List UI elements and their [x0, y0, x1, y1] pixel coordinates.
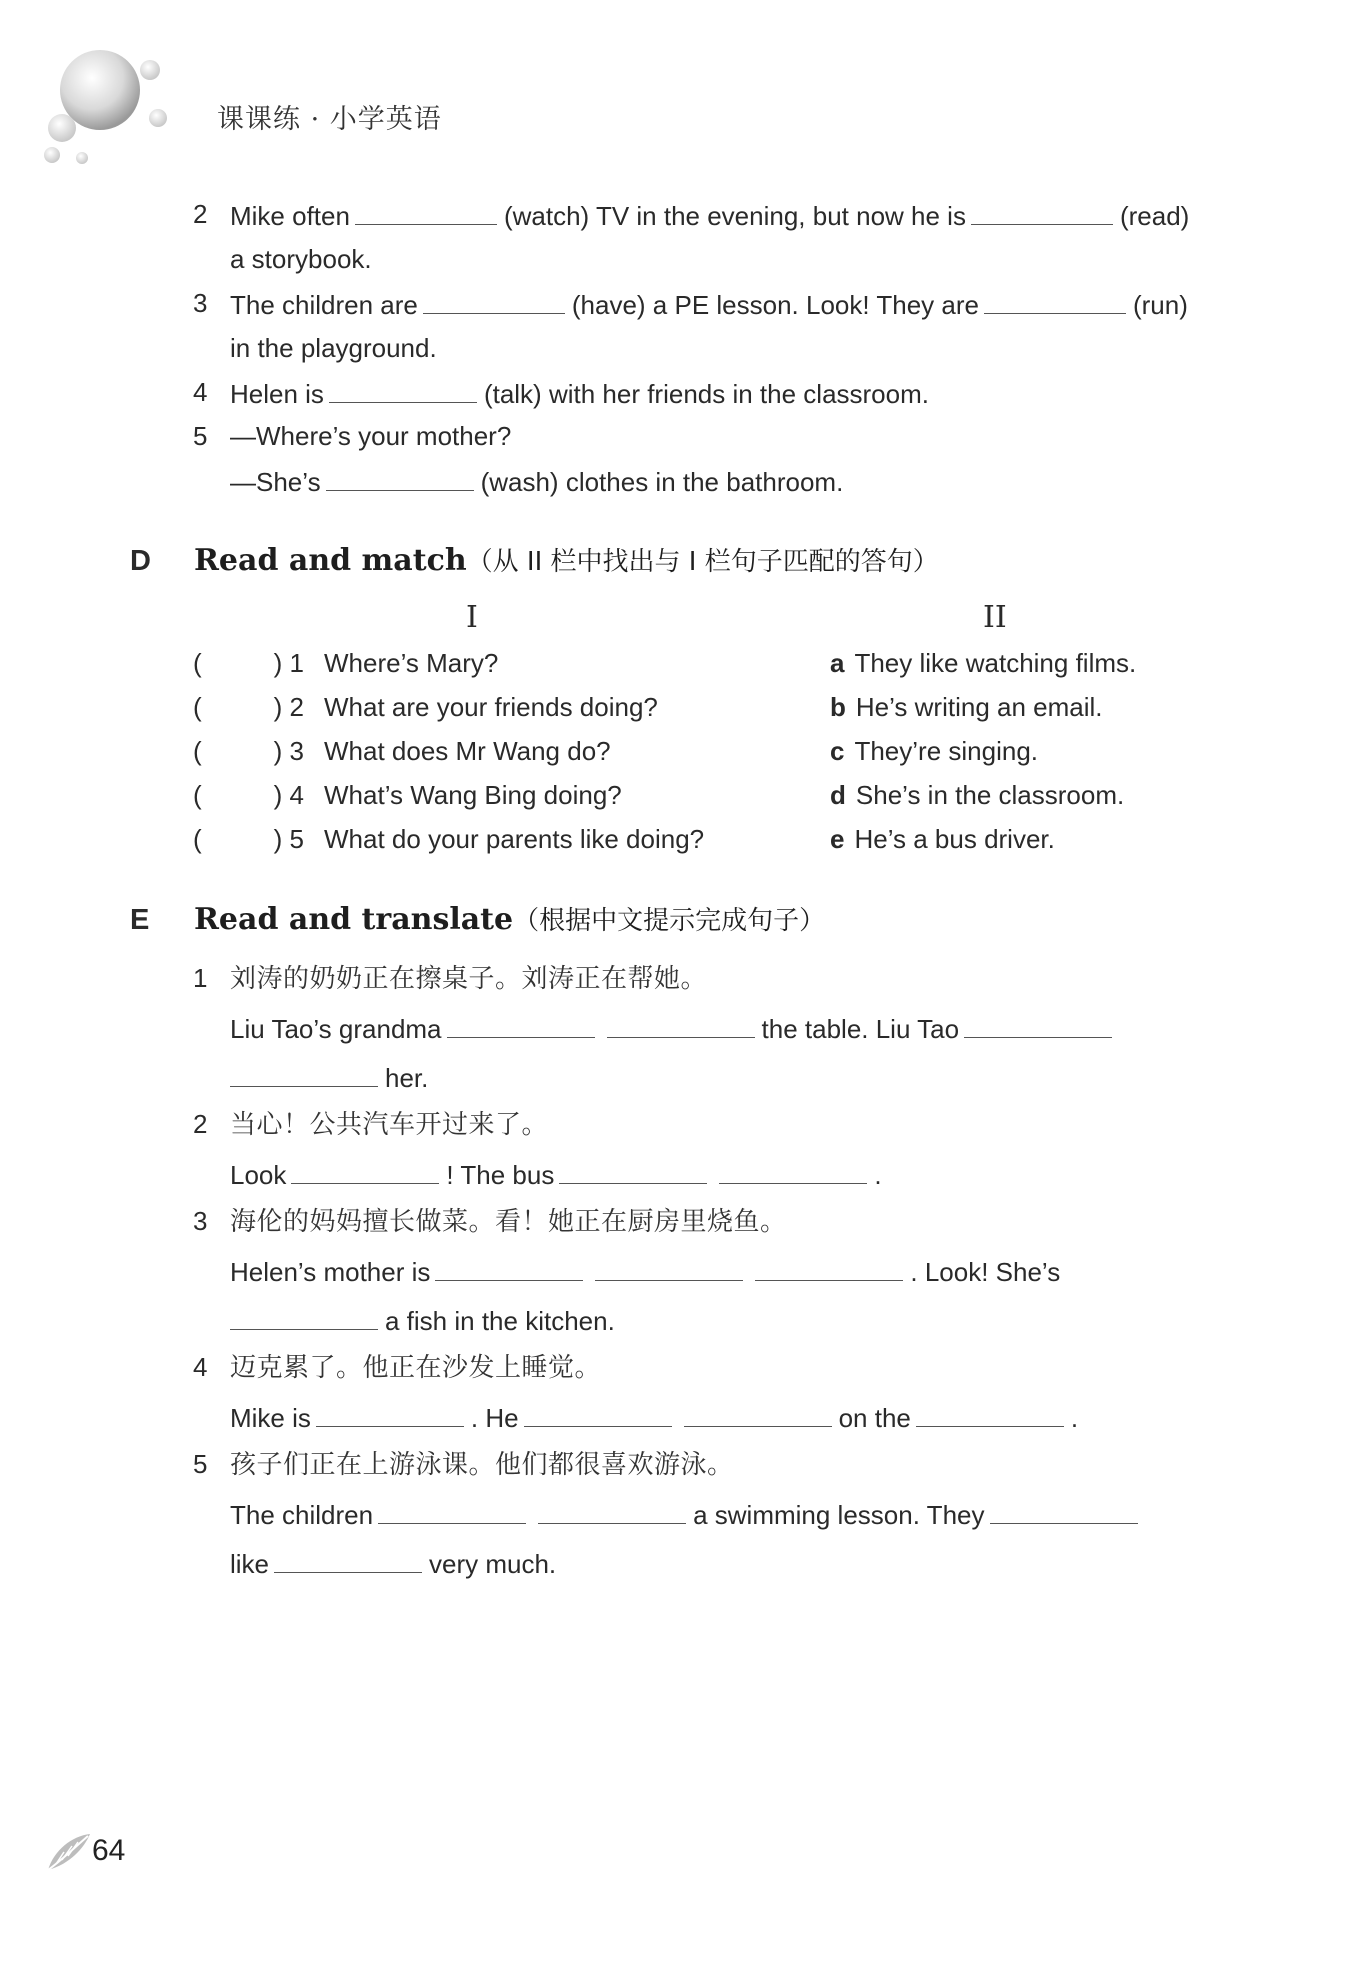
answer-letter: d: [830, 780, 846, 810]
question-number: ) 3: [273, 736, 305, 766]
question-number: ) 1: [273, 648, 305, 678]
c-item-text: (watch) TV in the evening, but now he is: [503, 201, 966, 231]
c-item-text: (read): [1119, 201, 1190, 231]
c-item-5-answer: [230, 462, 843, 500]
answer-blank[interactable]: [524, 1398, 672, 1427]
c-item-4-line1: [230, 374, 929, 412]
answer-blank[interactable]: [964, 1009, 1112, 1038]
section-subtitle: （根据中文提示完成句子）: [513, 906, 826, 936]
section-e-letter: E: [130, 904, 150, 936]
e-item-text: . Look! She’s: [910, 1257, 1061, 1287]
c-item-2-line2: a storybook.: [230, 244, 372, 274]
e-item-text: Mike is: [230, 1403, 311, 1433]
e-item-number: 2: [193, 1109, 208, 1139]
question-text: What does Mr Wang do?: [324, 736, 611, 766]
match-question: [193, 689, 658, 725]
e-item-text: .: [874, 1160, 882, 1190]
c-item-number: 4: [193, 377, 208, 407]
column-i-header: I: [466, 600, 478, 635]
e-item-5-line2: [230, 1544, 556, 1582]
section-e-title: [194, 900, 825, 941]
answer-blank[interactable]: [423, 285, 565, 314]
answer-bracket[interactable]: (: [193, 780, 202, 810]
answer-blank[interactable]: [559, 1155, 707, 1184]
answer-blank[interactable]: [378, 1495, 526, 1524]
e-item-3-line2: [230, 1301, 615, 1339]
e-item-text: Helen’s mother is: [230, 1257, 431, 1287]
answer-text: He’s a bus driver.: [854, 824, 1055, 854]
page-number: 64: [92, 1834, 126, 1867]
question-number: ) 5: [273, 824, 305, 854]
c-item-3-line2: in the playground.: [230, 333, 437, 363]
answer-letter: b: [830, 692, 846, 722]
c-item-text: Mike often: [230, 201, 350, 231]
section-title-text: Read and match: [194, 543, 467, 578]
answer-blank[interactable]: [326, 462, 474, 491]
e-item-1-line2: [230, 1058, 428, 1096]
e-item-text: . He: [470, 1403, 519, 1433]
answer-blank[interactable]: [595, 1252, 743, 1281]
answer-blank[interactable]: [684, 1398, 832, 1427]
e-item-text: a fish in the kitchen.: [385, 1306, 615, 1336]
e-item-text: on the: [838, 1403, 911, 1433]
answer-blank[interactable]: [538, 1495, 686, 1524]
e-item-number: 3: [193, 1206, 208, 1236]
c-item-3-line1: [230, 285, 1188, 323]
question-text: What’s Wang Bing doing?: [324, 780, 622, 810]
e-item-1-line1: [230, 1009, 1119, 1047]
answer-blank[interactable]: [274, 1544, 422, 1573]
answer-letter: e: [830, 824, 845, 854]
match-answer: [830, 821, 1055, 857]
e-item-chinese-prompt: 孩子们正在上游泳课。他们都很喜欢游泳。: [230, 1449, 734, 1479]
section-title-text: Read and translate: [194, 902, 514, 937]
e-item-text: Look: [230, 1160, 287, 1190]
c-item-5-question: —Where’s your mother?: [230, 421, 512, 451]
question-text: What do your parents like doing?: [324, 824, 705, 854]
e-item-text: like: [230, 1549, 270, 1579]
c-item-number: 3: [193, 288, 208, 318]
c-item-text: Helen is: [230, 379, 324, 409]
answer-bracket[interactable]: (: [193, 648, 202, 678]
e-item-text: Liu Tao’s grandma: [230, 1014, 442, 1044]
answer-blank[interactable]: [971, 196, 1113, 225]
e-item-text: a swimming lesson. They: [693, 1500, 985, 1530]
c-item-number: 2: [193, 199, 208, 229]
e-item-text: .: [1070, 1403, 1079, 1433]
match-question: [193, 777, 622, 813]
c-item-2-line1: [230, 196, 1189, 234]
answer-text: She’s in the classroom.: [855, 780, 1125, 810]
section-subtitle: （从 II 栏中找出与 I 栏句子匹配的答句）: [466, 547, 939, 577]
answer-blank[interactable]: [607, 1009, 755, 1038]
c-item-number: 5: [193, 421, 208, 451]
c-item-text: The children are: [230, 290, 418, 320]
c-item-text: (talk) with her friends in the classroom.: [483, 379, 929, 409]
e-item-5-line1: [230, 1495, 1145, 1533]
answer-blank[interactable]: [230, 1301, 378, 1330]
answer-blank[interactable]: [230, 1058, 378, 1087]
column-ii-header: II: [983, 600, 1007, 635]
match-answer: [830, 777, 1124, 813]
e-item-3-line1: [230, 1252, 1060, 1290]
answer-blank[interactable]: [329, 374, 477, 403]
e-item-2-line1: [230, 1155, 882, 1193]
answer-blank[interactable]: [447, 1009, 595, 1038]
e-item-chinese-prompt: 当心！公共汽车开过来了。: [230, 1109, 549, 1139]
answer-text: He’s writing an email.: [855, 692, 1103, 722]
answer-blank[interactable]: [355, 196, 497, 225]
e-item-text: ! The bus: [446, 1160, 555, 1190]
answer-blank[interactable]: [719, 1155, 867, 1184]
section-d-letter: D: [130, 545, 151, 577]
section-d-title: [194, 541, 939, 582]
c-item-text: —She’s: [230, 467, 321, 497]
match-answer: [830, 733, 1038, 769]
match-question: [193, 733, 611, 769]
answer-blank[interactable]: [990, 1495, 1138, 1524]
answer-blank[interactable]: [435, 1252, 583, 1281]
e-item-number: 1: [193, 963, 208, 993]
answer-letter: a: [830, 648, 845, 678]
answer-bracket[interactable]: (: [193, 692, 202, 722]
match-answer: [830, 689, 1103, 725]
answer-blank[interactable]: [984, 285, 1126, 314]
e-item-number: 5: [193, 1449, 208, 1479]
answer-blank[interactable]: [755, 1252, 903, 1281]
e-item-chinese-prompt: 迈克累了。他正在沙发上睡觉。: [230, 1352, 602, 1382]
answer-blank[interactable]: [916, 1398, 1064, 1427]
answer-blank[interactable]: [291, 1155, 439, 1184]
answer-bracket[interactable]: (: [193, 824, 202, 854]
question-text: What are your friends doing?: [324, 692, 658, 722]
answer-text: They like watching films.: [854, 648, 1137, 678]
c-item-text: (run): [1132, 290, 1188, 320]
e-item-4-line1: [230, 1398, 1078, 1436]
e-item-text: The children: [230, 1500, 374, 1530]
match-question: [193, 821, 704, 857]
answer-text: They’re singing.: [854, 736, 1039, 766]
answer-bracket[interactable]: (: [193, 736, 202, 766]
e-item-text: very much.: [429, 1549, 557, 1579]
question-number: ) 4: [273, 780, 305, 810]
c-item-text: (have) a PE lesson. Look! They are: [571, 290, 979, 320]
leaf-icon: [44, 1830, 94, 1876]
match-answer: [830, 645, 1136, 681]
header-title: 课课练 · 小学英语: [217, 104, 442, 135]
answer-letter: c: [830, 736, 845, 766]
match-question: [193, 645, 498, 681]
e-item-chinese-prompt: 海伦的妈妈擅长做菜。看！她正在厨房里烧鱼。: [230, 1206, 787, 1236]
c-item-text: (wash) clothes in the bathroom.: [480, 467, 844, 497]
e-item-number: 4: [193, 1352, 208, 1382]
bubbles-decoration: [30, 40, 180, 180]
e-item-text: her.: [385, 1063, 429, 1093]
e-item-chinese-prompt: 刘涛的奶奶正在擦桌子。刘涛正在帮她。: [230, 963, 708, 993]
e-item-text: the table. Liu Tao: [761, 1014, 960, 1044]
question-number: ) 2: [273, 692, 305, 722]
question-text: Where’s Mary?: [324, 648, 499, 678]
answer-blank[interactable]: [316, 1398, 464, 1427]
